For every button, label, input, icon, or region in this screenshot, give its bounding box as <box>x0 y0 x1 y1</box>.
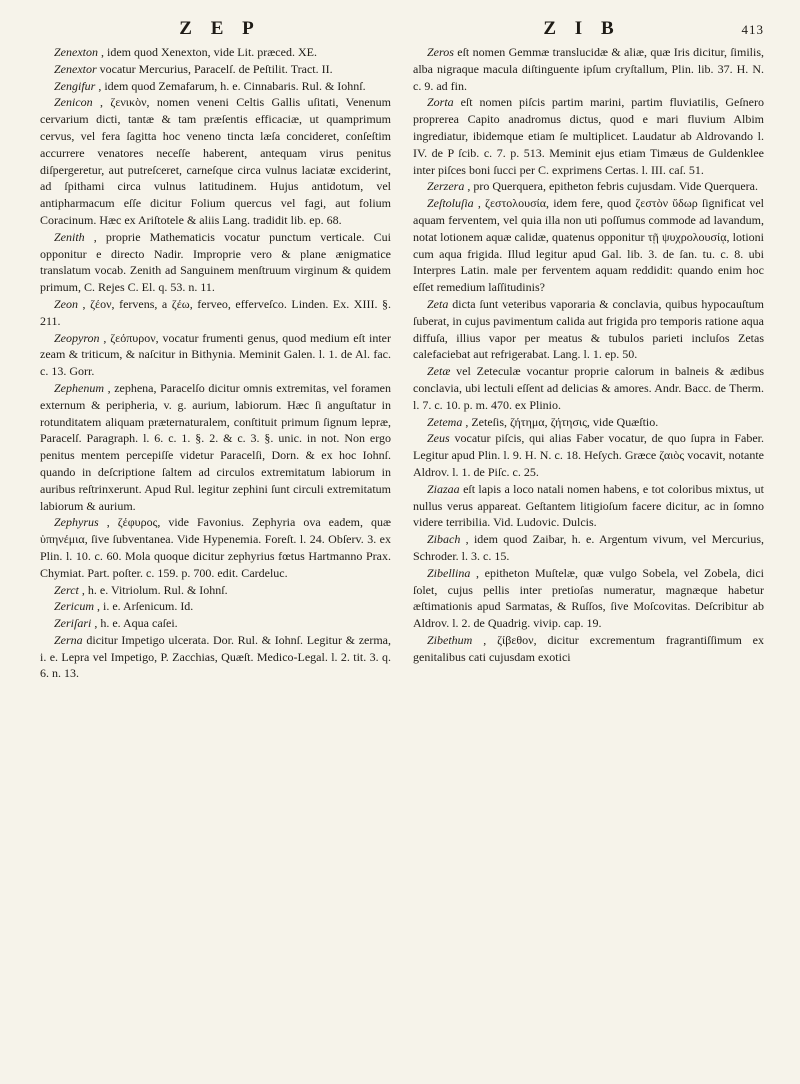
dictionary-columns <box>40 44 764 1060</box>
dictionary-entry <box>40 632 391 682</box>
entry-text: , ζέον, fervens, a ζέω, ferveo, efferveſco. Linden. Ex. XIII. §. 211. <box>40 296 391 328</box>
entry-headword: Zeon <box>54 296 78 311</box>
entry-headword: Zeriſari <box>54 616 92 631</box>
entry-headword: Zeta <box>427 296 449 311</box>
entry-headword: Zerna <box>54 632 83 647</box>
dictionary-entry <box>40 229 391 296</box>
entry-headword: Zeros <box>427 45 454 59</box>
entry-headword: Zibethum <box>427 632 473 647</box>
left-column <box>40 44 391 1060</box>
entry-text: , ζεστολουσία, idem fere, quod ζεστὸν ὕδωρ ſignificat vel aquam ferventem, vel quia illa non uti poſſumus commode ad lavandum, notat lotionem aquæ calidæ, quatenus opponitur τῇ ψυχρολουσίᾳ, lotioni cum aqua frigida. Illud legitur apud Gal. lib. 3. de ſan. tu. c. 8. ubi Interpres Latin. male per ferventem aquam reddidit: quando enim hoc eſſet remedium laſſitudinis? <box>413 196 764 295</box>
dictionary-entry <box>40 514 391 581</box>
entry-text: vocatur piſcis, qui alias Faber vocatur, de quo ſupra in Faber. Legitur apud Plin. l. 9. H. N. c. 18. Heſych. Græce ζαιὸς vocavit, notante Aldrov. l. 1. de Piſc. c. 25. <box>413 431 764 479</box>
dictionary-entry <box>40 78 391 95</box>
dictionary-entry <box>413 531 764 565</box>
dictionary-entry <box>413 178 764 195</box>
entry-headword: Zibach <box>427 532 461 547</box>
entry-text: , idem quod Zemafarum, h. e. Cinnabaris. Rul. & Iohnſ. <box>98 78 366 93</box>
left-running-head: Z E P <box>179 18 261 39</box>
dictionary-entry <box>40 44 391 61</box>
entry-headword: Zeopyron <box>54 330 100 345</box>
entry-headword: Ziazaa <box>427 481 460 496</box>
entry-text: dicitur Impetigo ulcerata. Dor. Rul. & Iohnſ. Legitur & zerma, i. e. Lepra vel Impetigo, P. Zacchias, Quæſt. Medico-Legal. l. 2. tit. 3. q. 6. n. 13. <box>40 632 391 681</box>
entry-headword: Zenextor <box>54 61 97 76</box>
entry-text: eſt nomen Gemmæ translucidæ & aliæ, quæ Iris dicitur, ſimilis, alba nigraque macula diſtinguente ipſum cryſtallum, Plin. lib. 37. H. N. c. 9. ad fin. <box>413 45 764 93</box>
entry-headword: Zephenum <box>54 380 104 395</box>
entry-headword: Zetæ <box>427 364 451 379</box>
entry-headword: Zenicon <box>54 95 93 110</box>
entry-text: dicta ſunt veteribus vaporaria & conclavia, quibus hypocauſtum ſuberat, in cujus pavimentum calida aut frigida pro temporis ratione aqua diffuſa, illius vapor per meatus & tubulos parieti incluſos Zetas calefaciebat aut refrigerabat. Lang. l. 1. ep. 50. <box>413 296 764 362</box>
entry-headword: Zengifur <box>54 78 96 93</box>
dictionary-entry <box>40 61 391 78</box>
entry-headword: Zeſtoluſia <box>427 196 474 211</box>
entry-headword: Zibellina <box>427 565 471 580</box>
entry-headword: Zericum <box>54 599 94 614</box>
dictionary-entry <box>413 481 764 531</box>
dictionary-entry <box>413 430 764 480</box>
entry-text: , ζεόπυρον, vocatur frumenti genus, quod medium eſt inter zeam & triticum, & naſcitur in Bithynia. Meminit Galen. l. 1. de Al. fac. c. 13. Gorr. <box>40 330 391 379</box>
entry-text: , zephena, Paracelſo dicitur omnis extremitas, vel foramen externum & peripheria, v. g. aurium, labiorum. Hæc ſi anguſtatur in rotunditatem aliquam præternaturalem, conſtituit primum ſignum lepræ, Paracelſ. Paragraph. l. 6. c. 1. §. 2. & c. 3. §. unic. in not. Non ergo penitus mentem percepiſſe videtur Paracelſi, Dorn. & ex hoc Iohnſ. quando in deſcriptione ſaltem ad circulos extremitatum labiorum in auribus reſtrinxerunt. Apud Rul. legitur zephini ſunt circuli extremitatum labiorum & aurium. <box>40 380 391 513</box>
dictionary-entry <box>40 582 391 599</box>
entry-headword: Zorta <box>427 95 454 110</box>
entry-text: , idem quod Xenexton, vide Lit. præced. XE. <box>101 45 317 59</box>
dictionary-entry <box>413 94 764 178</box>
dictionary-entry <box>40 598 391 615</box>
entry-text: , idem quod Zaibar, h. e. Argentum vivum, vel Mercurius, Schroder. l. 3. c. 15. <box>413 532 764 563</box>
dictionary-entry <box>413 632 764 666</box>
page-number: 413 <box>741 22 764 37</box>
running-header <box>40 18 764 42</box>
entry-text: eſt lapis a loco natali nomen habens, e tot coloribus mixtus, ut nullus verus appareat. Geſtantem litigioſum facere dicitur, ac in ſomno videre terribilia. Vid. Ludovic. Dulcis. <box>413 481 764 530</box>
dictionary-entry <box>413 363 764 413</box>
entry-text: , ζέφυρος, vide Favonius. Zephyria ova eadem, quæ ὑπηνέμια, ſive ſubventanea. Vide Hypenemia. Foreſt. l. 24. Obſerv. 3. ex Plin. l. 10. c. 60. Mola quoque dicitur zephyrius fœtus Hartmanno Prax. Chymiat. Part. poſter. c. 159. p. 700. edit. Cardeluc. <box>40 515 391 580</box>
right-column <box>413 44 764 1060</box>
entry-headword: Zephyrus <box>54 515 99 530</box>
entry-text: , epitheton Muſtelæ, quæ vulgo Sobela, vel Zobela, dici ſolet, cujus pellis inter pretioſas numeratur, magnæque habetur æſtimationis apud Sarmatas, & Ruſſos, ſive Moſcovitas. Deſcribitur ab Aldrov. l. 2. de Quadrig. vivip. cap. 19. <box>413 565 764 631</box>
entry-text: , proprie Mathematicis vocatur punctum verticale. Cui opponitur e directo Nadir. Improprie vero & plane ænigmatice translatum vocab. Zenith ad Sanguinem menſtruum virginum & quidem primum, C. Rejes C. El. q. 53. n. 11. <box>40 229 391 295</box>
entry-text: vocatur Mercurius, Paracelſ. de Peſtilit. Tract. II. <box>99 61 333 76</box>
dictionary-entry <box>413 414 764 431</box>
dictionary-entry <box>40 330 391 380</box>
entry-headword: Zenith <box>54 229 85 244</box>
entry-headword: Zenexton <box>54 45 98 59</box>
entry-text: , i. e. Arſenicum. Id. <box>97 599 194 614</box>
dictionary-entry <box>413 565 764 632</box>
right-running-head: Z I B <box>543 18 621 39</box>
entry-headword: Zeus <box>427 431 450 446</box>
dictionary-entry <box>413 195 764 296</box>
entry-headword: Zetema <box>427 414 463 429</box>
entry-text: , ζενικὸν, nomen veneni Celtis Gallis uſitati, Venenum cervarium dicti, tantæ & tam præſentis efficaciæ, ut quamprimum cervus, vel fera ſagitta hoc veneno tincta læſa concideret, conſeſtim accurrere venatores neceſſe haberent, antequam virus penitus diſpergeretur, aut putreſceret, carneſque circa vulnus laciatæ exciderint, ad ſpithami circa vulnus latitudinem. Hujus antidotum, vel antipharmacum eſſe dicitur Folium quercus vel fagi, aut folium Coracinum. Hæc ex Ariſtotele & aliis Lang. tradidit lib. ep. 68. <box>40 95 391 227</box>
entry-text: eſt nomen piſcis partim marini, partim fluviatilis, Geſnero proprerea Capito anadromus dictus, quod e mari fluvium Albim ingrediatur, ibidemque etiam ſe multiplicet. Laudatur ab Aldrovando l. IV. de P ſcib. c. 7. p. 513. Meminit ejus etiam Timæus de Guldenklee inter piſces boni ſucci per C. exprimens Certas. l. III. caſ. 51. <box>413 95 764 177</box>
entry-headword: Zerct <box>54 582 79 597</box>
dictionary-entry <box>40 615 391 632</box>
dictionary-entry <box>40 380 391 514</box>
entry-text: , h. e. Aqua caſei. <box>94 616 178 631</box>
entry-text: , pro Querquera, epitheton febris cujusdam. Vide Querquera. <box>467 179 758 194</box>
entry-text: , h. e. Vitriolum. Rul. & Iohnſ. <box>81 582 228 597</box>
dictionary-entry <box>413 296 764 363</box>
entry-text: vel Zeteculæ vocantur proprie calorum in balneis & ædibus conclavia, ubi lectuli eſſent ad delicias & amores. Andr. Bacc. de Therm. l. 7. c. 10. p. m. 470. ex Plinio. <box>413 364 764 412</box>
entry-headword: Zerzera <box>427 179 465 194</box>
entry-text: , Zeteſis, ζήτημα, ζήτησις, vide Quæſtio. <box>465 414 659 429</box>
dictionary-entry <box>413 44 764 94</box>
dictionary-entry <box>40 296 391 330</box>
entry-text: , ζίβεθον, dicitur excrementum fragrantiſſimum ex genitalibus cati cujusdam exotici <box>413 632 764 664</box>
dictionary-entry <box>40 94 391 228</box>
